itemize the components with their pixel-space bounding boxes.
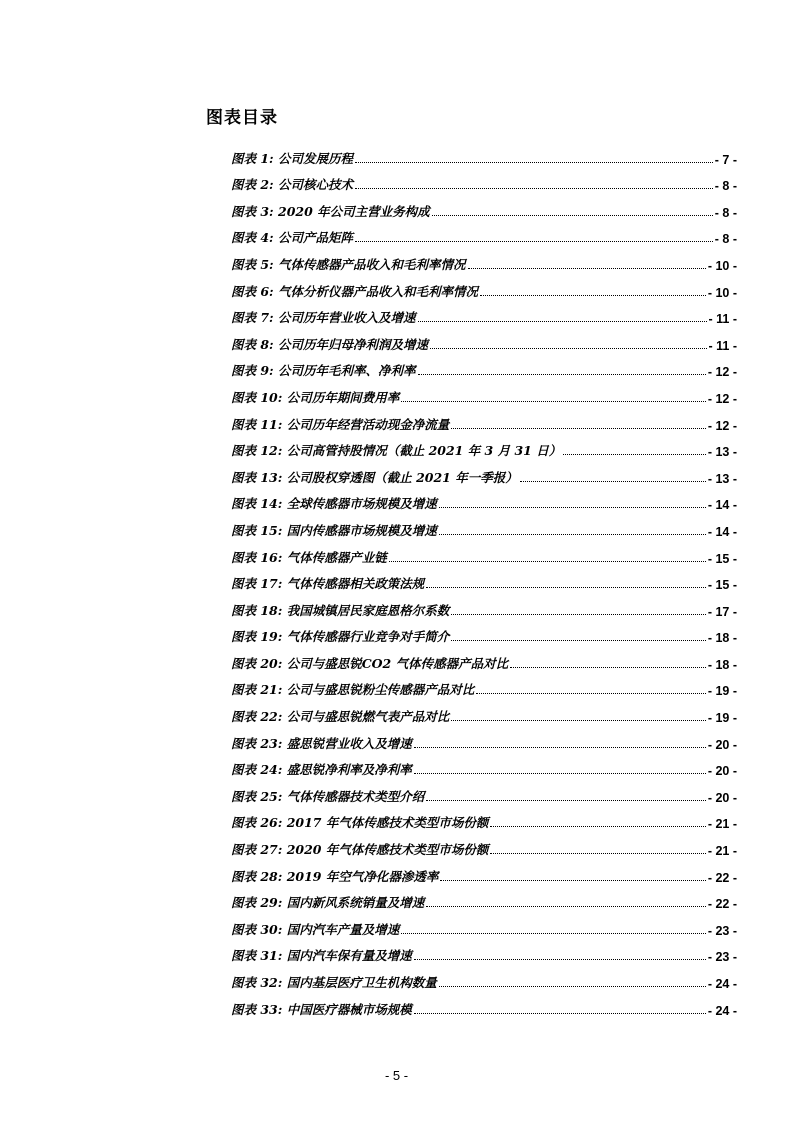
toc-entry-label: 图表 21: 公司与盛思锐粉尘传感器产品对比: [231, 682, 475, 698]
toc-entry[interactable]: [231, 486, 737, 513]
toc-entry[interactable]: [231, 459, 737, 486]
toc-entry-page: - 20 -: [707, 764, 737, 779]
toc-leader-dots: [426, 906, 706, 907]
toc-entry[interactable]: [231, 300, 737, 327]
toc-entry-page: - 14 -: [707, 498, 737, 513]
toc-entry[interactable]: [231, 725, 737, 752]
toc-entry-page: - 17 -: [707, 604, 737, 619]
toc-entry[interactable]: [231, 512, 737, 539]
toc-entry-page: - 13 -: [707, 471, 737, 486]
toc-entry-page: - 24 -: [707, 1003, 737, 1018]
toc-entry[interactable]: [231, 167, 737, 194]
toc-entry-page: - 21 -: [707, 817, 737, 832]
toc-entry-page: - 20 -: [707, 737, 737, 752]
toc-entry-label: 图表 32: 国内基层医疗卫生机构数量: [231, 975, 437, 990]
toc-entry-label: 图表 14: 全球传感器市场规模及增速: [231, 496, 437, 512]
toc-entry[interactable]: [231, 273, 737, 300]
toc-entry-label: 图表 3: 2020 年公司主营业务构成: [231, 203, 430, 219]
toc-entry[interactable]: [231, 619, 737, 646]
toc-leader-dots: [476, 693, 706, 694]
toc-entry[interactable]: [231, 140, 737, 167]
toc-entry-page: - 22 -: [707, 897, 737, 912]
toc-entry-label: 图表 5: 气体传感器产品收入和毛利率情况: [231, 256, 466, 272]
toc-entry-page: - 21 -: [707, 844, 737, 859]
toc-entry-label: 图表 26: 2017 年气体传感技术类型市场份额: [231, 815, 489, 831]
toc-entry[interactable]: [231, 220, 737, 247]
toc-leader-dots: [414, 959, 706, 960]
toc-leader-dots: [426, 800, 706, 801]
toc-leader-dots: [355, 188, 713, 189]
toc-entry-label: 图表 8: 公司历年归母净利润及增速: [231, 336, 429, 352]
toc-entry-label: 图表 2: 公司核心技术: [231, 177, 354, 193]
toc-leader-dots: [439, 534, 706, 535]
toc-entry-page: - 8 -: [714, 232, 737, 247]
toc-entry[interactable]: [231, 406, 737, 433]
toc-entry-page: - 12 -: [707, 365, 737, 380]
toc-leader-dots: [439, 986, 706, 987]
toc-entry-label: 图表 16: 气体传感器产业链: [231, 549, 387, 565]
toc-entry-label: 图表 24: 盛思锐净利率及净利率: [231, 762, 412, 778]
toc-entry[interactable]: [231, 964, 737, 991]
toc-leader-dots: [490, 826, 705, 827]
toc-title: 图表目录: [206, 108, 278, 128]
toc-entry-label: 图表 13: 公司股权穿透图（截止 2021 年一季报）: [231, 469, 518, 485]
toc-entry[interactable]: [231, 353, 737, 380]
toc-entry[interactable]: [231, 831, 737, 858]
toc-entry[interactable]: [231, 326, 737, 353]
toc-entry-page: - 22 -: [707, 870, 737, 885]
toc-leader-dots: [490, 853, 705, 854]
toc-entry-page: - 15 -: [707, 578, 737, 593]
toc-leader-dots: [418, 374, 706, 375]
toc-leader-dots: [414, 747, 706, 748]
toc-entry-label: 图表 19: 气体传感器行业竞争对手简介: [231, 629, 450, 645]
toc-entry-label: 图表 27: 2020 年气体传感技术类型市场份额: [231, 842, 489, 858]
toc-leader-dots: [480, 295, 706, 296]
toc-entry[interactable]: [231, 778, 737, 805]
toc-entry-label: 图表 29: 国内新风系统销量及增速: [231, 895, 425, 911]
toc-entry-page: - 12 -: [707, 418, 737, 433]
toc-entry[interactable]: [231, 938, 737, 965]
toc-entry-page: - 24 -: [707, 977, 737, 991]
toc-entry-page: - 23 -: [707, 923, 737, 938]
toc-leader-dots: [426, 587, 706, 588]
toc-entry[interactable]: [231, 805, 737, 832]
toc-leader-dots: [414, 1013, 706, 1014]
toc-entry-label: 图表 18: 我国城镇居民家庭恩格尔系数: [231, 602, 450, 618]
toc-entry-label: 图表 7: 公司历年营业收入及增速: [231, 310, 416, 326]
toc-leader-dots: [401, 401, 706, 402]
toc-leader-dots: [563, 454, 706, 455]
toc-leader-dots: [440, 880, 705, 881]
toc-leader-dots: [389, 561, 706, 562]
toc-entry-label: 图表 23: 盛思锐营业收入及增速: [231, 735, 412, 751]
toc-leader-dots: [355, 162, 713, 163]
toc-leader-dots: [510, 667, 706, 668]
toc-leader-dots: [451, 720, 706, 721]
toc-leader-dots: [430, 348, 706, 349]
toc-leader-dots: [451, 640, 706, 641]
toc-entry[interactable]: [231, 752, 737, 779]
toc-entry[interactable]: [231, 592, 737, 619]
toc-leader-dots: [451, 428, 706, 429]
toc-entry[interactable]: [231, 566, 737, 593]
toc-entry[interactable]: [231, 433, 737, 460]
toc-leader-dots: [414, 773, 706, 774]
toc-entry-page: - 11 -: [708, 312, 737, 327]
toc-entry-page: - 15 -: [707, 551, 737, 566]
toc-entry[interactable]: [231, 672, 737, 699]
toc-entry-page: - 14 -: [707, 524, 737, 539]
toc-entry-page: - 8 -: [714, 205, 737, 220]
toc-entry-label: 图表 6: 气体分析仪器产品收入和毛利率情况: [231, 283, 479, 299]
toc-entry-label: 图表 25: 气体传感器技术类型介绍: [231, 788, 425, 804]
toc-entry[interactable]: [231, 991, 737, 1018]
page-number: - 5 -: [384, 1068, 409, 1083]
toc-entry[interactable]: [231, 645, 737, 672]
toc-entry-page: - 23 -: [707, 950, 737, 965]
toc-entry-label: 图表 12: 公司高管持股情况（截止 2021 年 3 月 31 日）: [231, 443, 562, 459]
toc-entry-page: - 19 -: [707, 684, 737, 699]
toc-entry-page: - 12 -: [707, 391, 737, 406]
toc-entry[interactable]: [231, 698, 737, 725]
toc-entry-label: 图表 17: 气体传感器相关政策法规: [231, 576, 425, 592]
toc-entry-page: - 10 -: [707, 258, 737, 273]
toc-entry[interactable]: [231, 539, 737, 566]
toc-leader-dots: [432, 215, 713, 216]
toc-entry-label: 图表 4: 公司产品矩阵: [231, 230, 354, 246]
toc-entry-page: - 10 -: [707, 285, 737, 300]
toc-entry-page: - 18 -: [707, 631, 737, 646]
toc-entry-label: 图表 10: 公司历年期间费用率: [231, 389, 400, 405]
toc-entry-label: 图表 11: 公司历年经营活动现金净流量: [231, 416, 450, 432]
toc-entry[interactable]: [231, 379, 737, 406]
toc-entry-label: 图表 33: 中国医疗器械市场规模: [231, 1001, 412, 1017]
toc-leader-dots: [418, 321, 707, 322]
toc-entry[interactable]: [231, 858, 737, 885]
toc-entry-label: 图表 31: 国内汽车保有量及增速: [231, 948, 412, 964]
toc-entry-page: - 11 -: [708, 338, 737, 353]
toc-leader-dots: [451, 614, 706, 615]
toc-leader-dots: [520, 481, 706, 482]
toc-leader-dots: [439, 507, 706, 508]
toc-leader-dots: [355, 241, 713, 242]
toc-entry-label: 图表 15: 国内传感器市场规模及增速: [231, 522, 437, 538]
toc-entry-label: 图表 1: 公司发展历程: [231, 150, 354, 166]
toc-entry-label: 图表 9: 公司历年毛利率、净利率: [231, 363, 416, 379]
toc-entry-label: 图表 30: 国内汽车产量及增速: [231, 921, 400, 937]
toc-entry-page: - 20 -: [707, 790, 737, 805]
toc-list: [231, 140, 737, 1018]
toc-entry-page: - 19 -: [707, 711, 737, 726]
toc-leader-dots: [468, 268, 706, 269]
toc-entry[interactable]: [231, 193, 737, 220]
toc-entry[interactable]: [231, 246, 737, 273]
toc-entry-label: 图表 22: 公司与盛思锐燃气表产品对比: [231, 709, 450, 725]
toc-entry-label: 图表 28: 2019 年空气净化器渗透率: [231, 868, 439, 884]
toc-entry-page: - 8 -: [714, 179, 737, 194]
toc-entry-label: 图表 20: 公司与盛思锐CO2 气体传感器产品对比: [231, 655, 509, 671]
toc-entry[interactable]: [231, 911, 737, 938]
toc-entry-page: - 7 -: [714, 152, 737, 167]
toc-entry-page: - 13 -: [707, 445, 737, 460]
toc-leader-dots: [401, 933, 706, 934]
toc-entry-page: - 18 -: [707, 657, 737, 672]
toc-entry[interactable]: [231, 885, 737, 912]
